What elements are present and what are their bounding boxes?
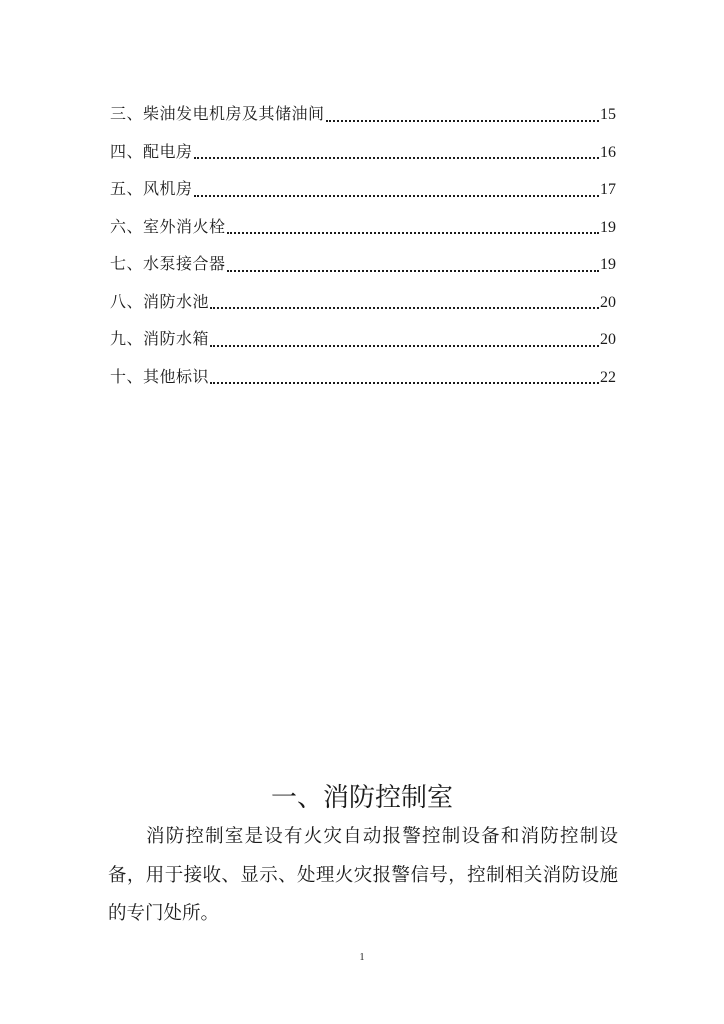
toc-entry-page: 17 (600, 181, 616, 198)
toc-entry-page: 20 (600, 293, 616, 311)
toc-dot-leader (227, 223, 599, 239)
page-number: 1 (359, 952, 365, 963)
toc-dot-leader (210, 298, 599, 314)
toc-entry[interactable] (110, 363, 616, 401)
toc-dot-leader (326, 111, 599, 127)
toc-dot-leader (227, 261, 599, 277)
toc-entry[interactable] (110, 250, 616, 288)
toc-dot-leader (210, 373, 599, 389)
toc-entry-label: 八、消防水池 (110, 291, 210, 311)
toc-entry[interactable] (110, 325, 616, 363)
table-of-contents (110, 100, 616, 400)
toc-entry[interactable] (110, 213, 616, 251)
section-title: 一、消防控制室 (270, 783, 453, 813)
toc-entry-page: 22 (600, 368, 616, 386)
toc-entry-label: 七、水泵接合器 (110, 254, 226, 273)
toc-entry-page: 19 (600, 256, 616, 273)
toc-dot-leader (194, 186, 599, 202)
toc-entry-label: 九、消防水箱 (110, 329, 210, 348)
toc-entry[interactable] (110, 138, 616, 176)
toc-entry[interactable] (110, 100, 616, 138)
toc-entry-page: 20 (600, 331, 616, 348)
toc-entry-page: 15 (600, 106, 616, 123)
toc-entry[interactable] (110, 288, 616, 326)
toc-dot-leader (194, 148, 599, 164)
toc-entry-label: 四、配电房 (110, 141, 193, 161)
toc-entry-label: 六、室外消火栓 (110, 216, 226, 236)
toc-entry-label: 三、柴油发电机房及其储油间 (110, 104, 325, 123)
toc-entry-label: 五、风机房 (110, 179, 193, 198)
toc-entry-page: 16 (600, 143, 616, 161)
toc-entry-page: 19 (600, 218, 616, 236)
toc-dot-leader (210, 336, 599, 352)
toc-entry-label: 十、其他标识 (110, 366, 210, 386)
section-body-paragraph: 消防控制室是设有火灾自动报警控制设备和消防控制设备，用于接收、显示、处理火灾报警信号，控制相关消防设施的专门处所。 (108, 826, 618, 924)
toc-entry[interactable] (110, 175, 616, 213)
